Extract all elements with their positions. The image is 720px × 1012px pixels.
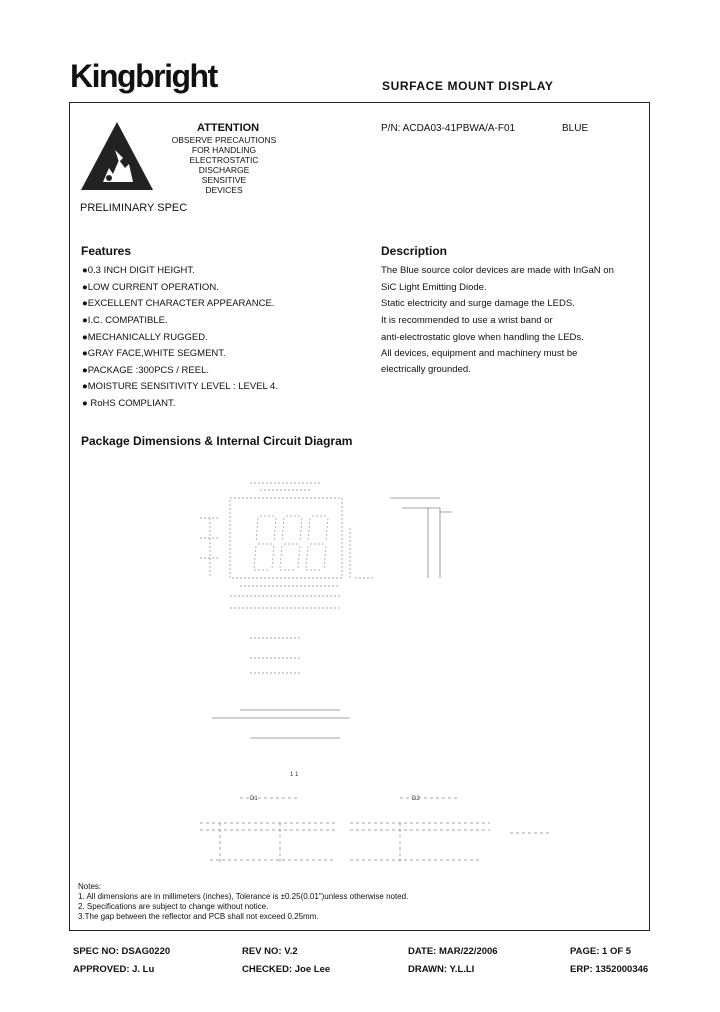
- description-line: electrically grounded.: [381, 364, 471, 375]
- emitting-color: BLUE: [562, 123, 589, 134]
- description-line: anti-electrostatic glove when handling the LEDs.: [381, 332, 584, 343]
- svg-text:D1: D1: [250, 796, 258, 802]
- feature-item: ●0.3 INCH DIGIT HEIGHT.: [82, 265, 195, 276]
- feature-item: ●MECHANICALLY RUGGED.: [82, 332, 208, 343]
- spec-number: SPEC NO: DSAG0220: [73, 946, 171, 957]
- attention-line: FOR HANDLING: [191, 145, 257, 155]
- package-dimension-drawing: [190, 468, 550, 878]
- note-line: 1. All dimensions are in millimeters (inches), Tolerance is ±0.25(0.01")unless otherwise noted.: [78, 892, 409, 901]
- note-line: 2. Specifications are subject to change without notice.: [78, 902, 269, 911]
- attention-title: ATTENTION: [197, 122, 260, 134]
- drawn-by: DRAWN: Y.L.LI: [408, 964, 475, 975]
- attention-line: OBSERVE PRECAUTIONS: [171, 135, 277, 145]
- svg-text:D2: D2: [412, 796, 420, 802]
- attention-line: DEVICES: [205, 185, 243, 195]
- feature-item: ●MOISTURE SENSITIVITY LEVEL : LEVEL 4.: [82, 381, 278, 392]
- preliminary-spec-label: PRELIMINARY SPEC: [80, 202, 188, 214]
- approved-by: APPROVED: J. Lu: [73, 964, 155, 975]
- feature-item: ●GRAY FACE,WHITE SEGMENT.: [82, 348, 226, 359]
- checked-by: CHECKED: Joe Lee: [242, 964, 331, 975]
- document-title: SURFACE MOUNT DISPLAY: [382, 79, 554, 93]
- feature-item: ●PACKAGE :300PCS / REEL.: [82, 365, 210, 376]
- features-heading: Features: [81, 244, 132, 258]
- attention-line: SENSITIVE: [201, 175, 247, 185]
- description-heading: Description: [381, 244, 448, 258]
- feature-item: ●EXCELLENT CHARACTER APPEARANCE.: [82, 298, 275, 309]
- document-date: DATE: MAR/22/2006: [408, 946, 498, 957]
- part-number: P/N: ACDA03-41PBWA/A-F01: [381, 123, 516, 134]
- esd-warning-icon: [79, 120, 155, 192]
- description-line: SiC Light Emitting Diode.: [381, 282, 487, 293]
- feature-item: ●LOW CURRENT OPERATION.: [82, 282, 219, 293]
- note-line: 3.The gap between the reflector and PCB shall not exceed 0.25mm.: [78, 912, 319, 921]
- attention-line: DISCHARGE: [198, 165, 250, 175]
- notes-heading: Notes:: [78, 882, 102, 891]
- description-line: It is recommended to use a wrist band or: [381, 315, 553, 326]
- description-line: Static electricity and surge damage the LEDS.: [381, 298, 575, 309]
- package-dimensions-heading: Package Dimensions & Internal Circuit Diagram: [81, 434, 353, 448]
- attention-line: ELECTROSTATIC: [189, 155, 259, 165]
- revision-number: REV NO: V.2: [242, 946, 298, 957]
- description-line: All devices, equipment and machinery must be: [381, 348, 578, 359]
- feature-item: ●I.C. COMPATIBLE.: [82, 315, 168, 326]
- description-line: The Blue source color devices are made with InGaN on: [381, 265, 614, 276]
- brand-logo: Kingbright: [70, 58, 217, 94]
- feature-item: ● RoHS COMPLIANT.: [82, 398, 176, 409]
- erp-number: ERP: 1352000346: [570, 964, 649, 975]
- page-indicator: PAGE: 1 OF 5: [570, 946, 632, 957]
- svg-text:1 1: 1 1: [290, 772, 299, 778]
